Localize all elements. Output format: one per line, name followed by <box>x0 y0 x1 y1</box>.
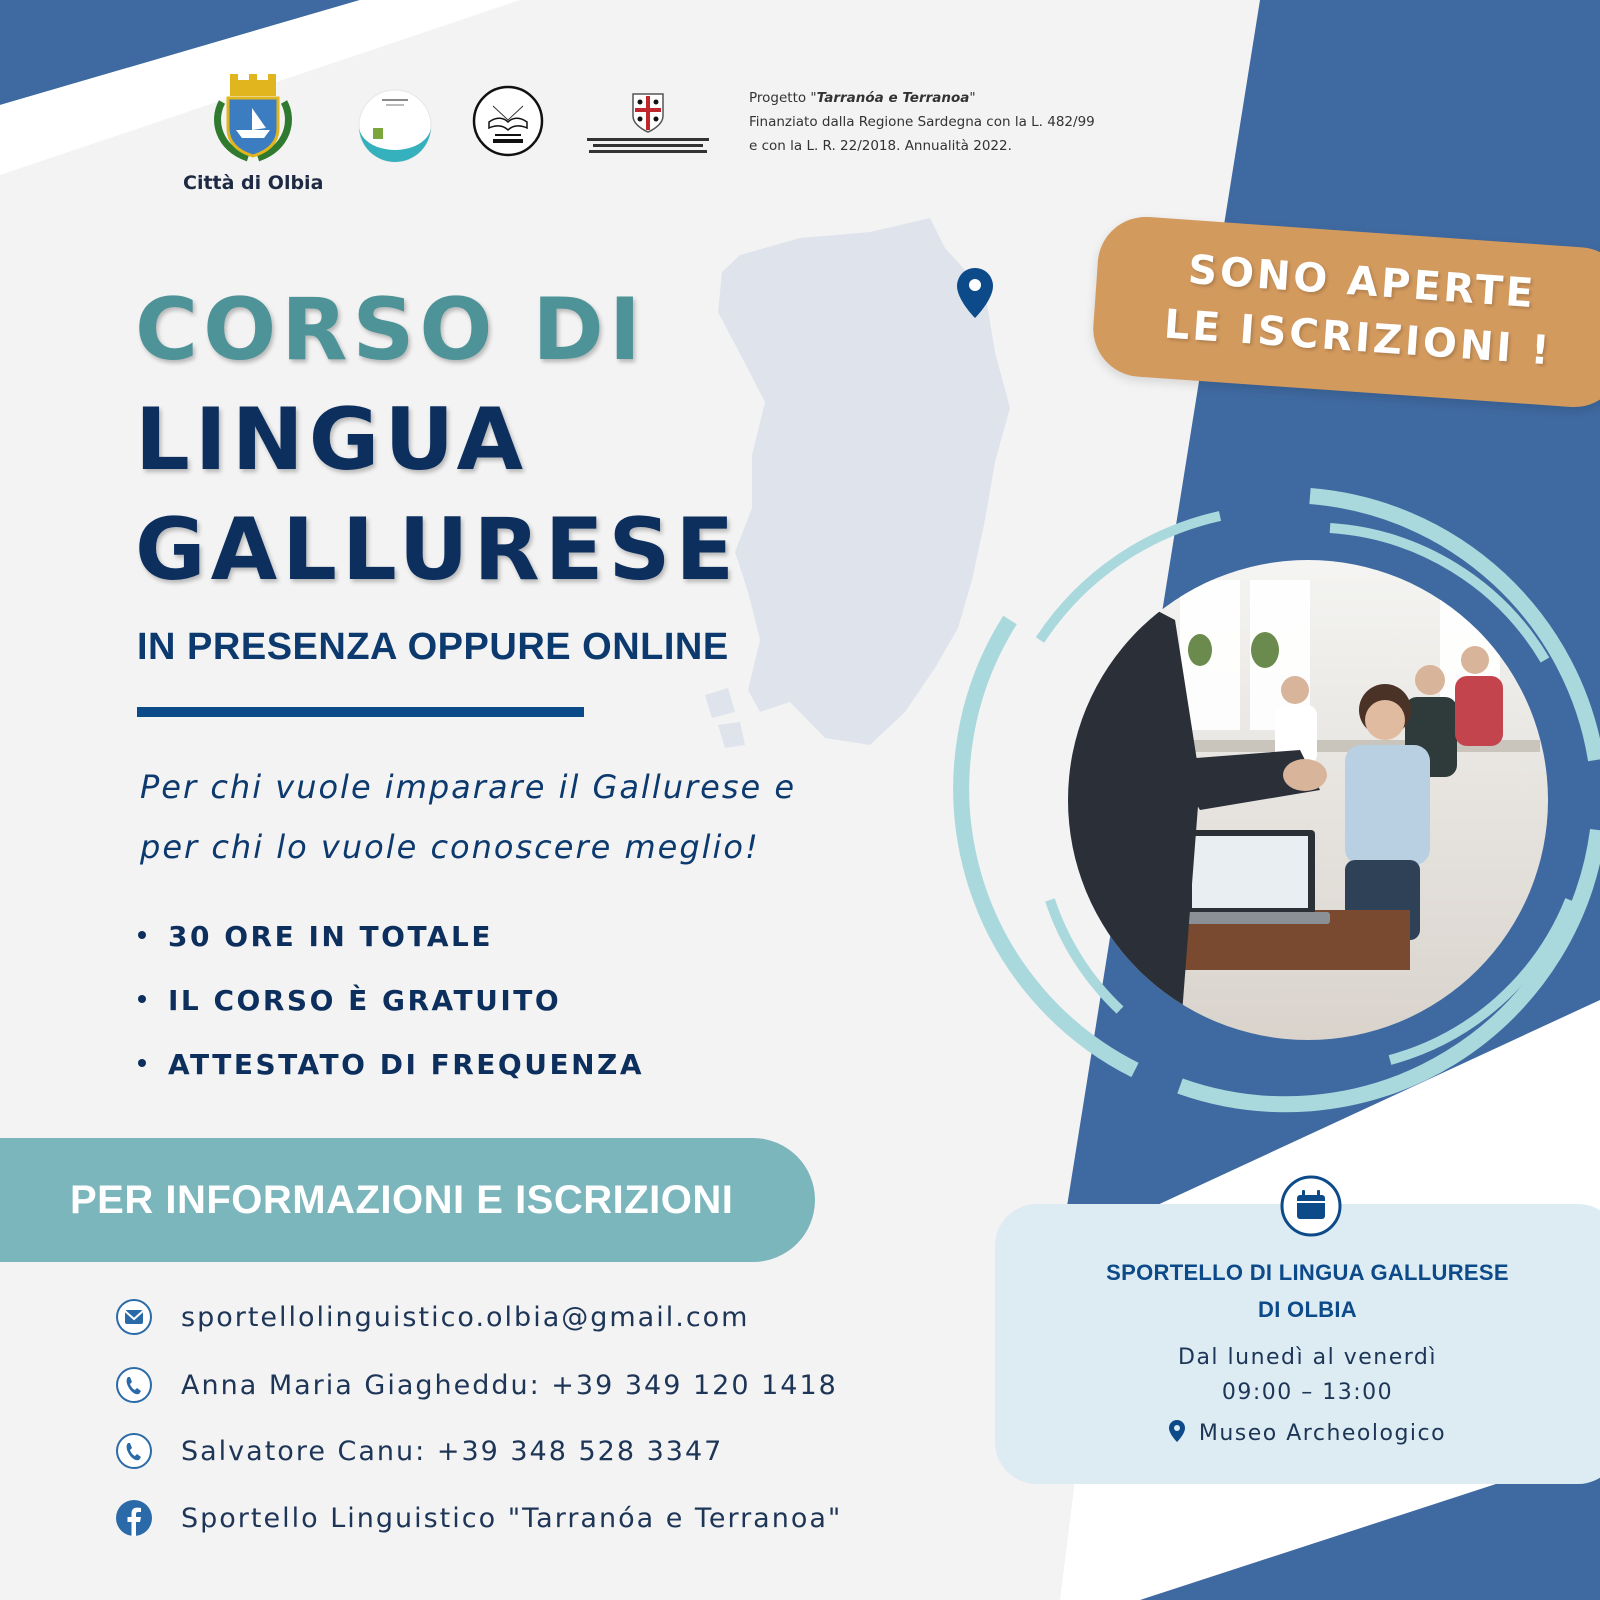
tagline-line-2: per chi lo vuole conoscere meglio! <box>140 828 760 866</box>
funding-line-2: e con la L. R. 22/2018. Annualità 2022. <box>749 138 1012 154</box>
bullet-dot <box>138 931 146 939</box>
project-name: Tarranóa e Terranoa <box>816 90 970 106</box>
chircas-logo <box>471 84 545 158</box>
calendar-icon <box>1280 1175 1342 1237</box>
tarranoa-logo <box>358 89 432 163</box>
contact-phone-2[interactable] <box>115 1432 723 1470</box>
info-banner-text: PER INFORMAZIONI E ISCRIZIONI <box>70 1177 734 1222</box>
phone-icon <box>115 1366 153 1404</box>
email-icon <box>115 1298 153 1336</box>
facebook-text[interactable]: Sportello Linguistico "Tarranóa e Terranoa" <box>181 1502 843 1534</box>
bullet-item <box>138 920 493 953</box>
contact-email[interactable] <box>115 1298 749 1336</box>
sportello-days: Dal lunedì al venerdì <box>1178 1345 1437 1370</box>
sportello-location-row <box>1015 1416 1600 1451</box>
title-divider <box>137 707 584 717</box>
sportello-content <box>1015 1254 1600 1451</box>
bullet-item <box>138 1048 644 1081</box>
tagline-line-1: Per chi vuole imparare il Gallurese e <box>140 768 797 806</box>
badge-line-1: SONO APERTE <box>1186 246 1538 318</box>
sportello-location: Museo Archeologico <box>1198 1421 1447 1446</box>
city-caption: Città di Olbia <box>183 172 324 194</box>
info-banner <box>0 1138 815 1262</box>
contact-phone-1[interactable] <box>115 1366 838 1404</box>
sardinia-island <box>718 722 745 748</box>
project-prefix: Progetto " <box>749 90 817 106</box>
sportello-title-2: DI OLBIA <box>1258 1297 1357 1322</box>
bullet-dot <box>138 1059 146 1067</box>
bullet-item <box>138 984 561 1017</box>
phone-2-text[interactable]: Salvatore Canu: +39 348 528 3347 <box>181 1435 724 1467</box>
title-line-2: LINGUA <box>135 390 529 490</box>
location-pin-icon <box>1169 1420 1185 1442</box>
sportello-title-1: SPORTELLO DI LINGUA GALLURESE <box>1106 1260 1509 1285</box>
bullet-text: 30 ORE IN TOTALE <box>168 920 494 953</box>
title-line-3: GALLURESE <box>135 500 740 600</box>
project-info <box>749 86 1095 158</box>
bullet-text: ATTESTATO DI FREQUENZA <box>168 1048 644 1081</box>
city-crest-logo <box>208 72 298 164</box>
phone-icon <box>115 1432 153 1470</box>
project-title-line <box>749 86 1095 110</box>
contact-facebook[interactable] <box>115 1499 842 1537</box>
title-line-1: CORSO DI <box>135 280 646 380</box>
email-text[interactable]: sportellolinguistico.olbia@gmail.com <box>181 1301 750 1333</box>
subtitle: IN PRESENZA OPPURE ONLINE <box>137 626 729 668</box>
bullet-dot <box>138 995 146 1003</box>
badge-line-2: LE ISCRIZIONI ! <box>1162 301 1554 375</box>
bullet-text: IL CORSO È GRATUITO <box>168 984 562 1017</box>
funding-line-1: Finanziato dalla Regione Sardegna con la L. 482/99 <box>749 114 1095 130</box>
sardinia-island <box>705 688 735 718</box>
facebook-icon <box>115 1499 153 1537</box>
sportello-hours: 09:00 – 13:00 <box>1221 1380 1394 1405</box>
regione-sardegna-logo <box>583 92 713 160</box>
phone-1-text[interactable]: Anna Maria Giagheddu: +39 349 120 1418 <box>181 1369 838 1401</box>
project-suffix: " <box>969 90 976 106</box>
